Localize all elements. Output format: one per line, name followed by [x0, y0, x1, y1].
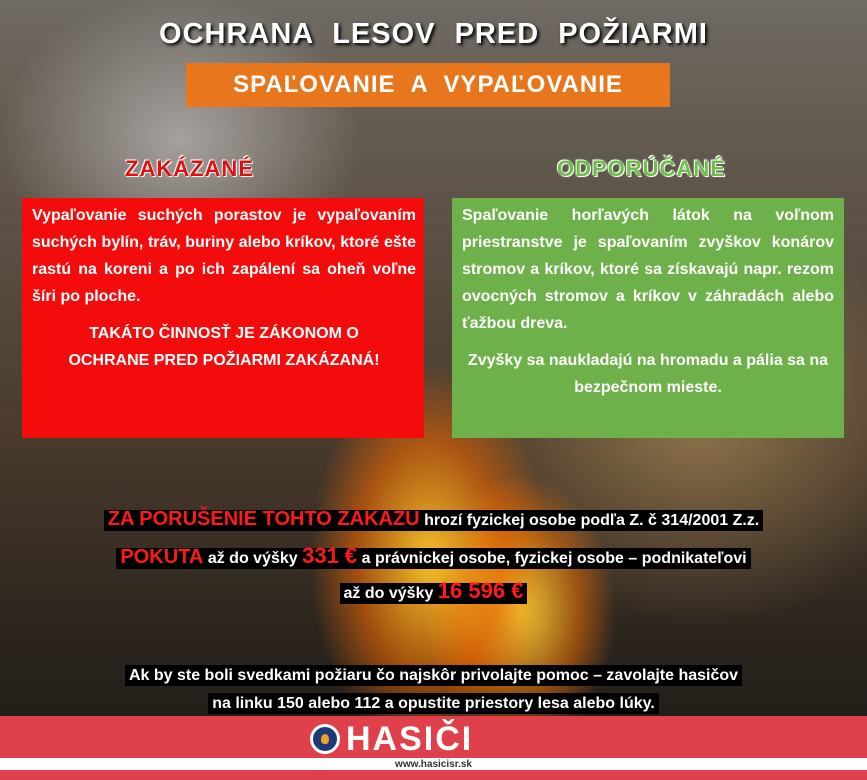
penalty-line-1-text: hrozí fyzickej osobe podľa Z. č 314/2001 Z.z. — [424, 512, 760, 529]
penalty-line-3-text: až do výšky — [343, 585, 434, 602]
prohibited-box — [22, 198, 424, 438]
prohibited-warning: TAKÁTO ČINNOSŤ JE ZÁKONOM O OCHRANE PRED POŽIARMI ZAKÁZANÁ! — [68, 325, 380, 369]
info-line-1 — [0, 667, 867, 685]
recommended-box — [452, 198, 844, 438]
info-line-2-text: na linku 150 alebo 112 a opustite priestory lesa alebo lúky. — [208, 693, 659, 714]
footer-logo — [310, 719, 474, 758]
footer-url[interactable]: www.hasicisr.sk — [395, 759, 472, 770]
poster-title: OCHRANA LESOV PRED POŽIARMI — [159, 18, 708, 50]
penalty-line-2-text-a: až do výšky — [207, 550, 298, 567]
info-line-1-text: Ak by ste boli svedkami požiaru čo najskôr privolajte pomoc – zavolajte hasičov — [125, 665, 742, 686]
recommended-heading: ODPORÚČANÉ — [557, 156, 726, 181]
info-line-2 — [0, 695, 867, 713]
firefighter-emblem-icon — [310, 724, 340, 754]
footer-brand: HASIČI — [346, 719, 474, 758]
penalty-amount-individual: 331 € — [302, 543, 358, 568]
penalty-line-3 — [0, 578, 867, 604]
recommended-note: Zvyšky sa naukladajú na hromadu a pália sa na bezpečnom mieste. — [467, 352, 829, 396]
penalty-violation-label: ZA PORUŠENIE TOHTO ZÁKAZU — [107, 508, 420, 530]
prohibited-text: Vypaľovanie suchých porastov je vypaľovaním suchých bylín, tráv, buriny alebo kríkov, ktoré ešte rastú na koreni a po ich zapálení sa oheň voľne šíri po ploche. — [32, 207, 416, 305]
penalty-line-2 — [0, 543, 867, 569]
penalty-line-2-text-b: a právnickej osobe, fyzickej osobe – podnikateľovi — [361, 550, 747, 567]
prohibited-heading: ZAKÁZANÉ — [125, 156, 254, 181]
penalty-amount-legal: 16 596 € — [437, 578, 524, 603]
footer-bottom-bar — [0, 770, 867, 780]
recommended-text: Spaľovanie horľavých látok na voľnom priestranstve je spaľovaním zvyškov konárov stromov a kríkov, ktoré sa získavajú napr. rezom ovocných stromov a kríkov v záhradách alebo ťažbou dreva. — [462, 207, 834, 332]
poster-subtitle: SPAĽOVANIE A VYPAĽOVANIE — [186, 63, 670, 107]
penalty-line-1 — [0, 508, 867, 531]
penalty-fine-label: POKUTA — [120, 546, 204, 568]
